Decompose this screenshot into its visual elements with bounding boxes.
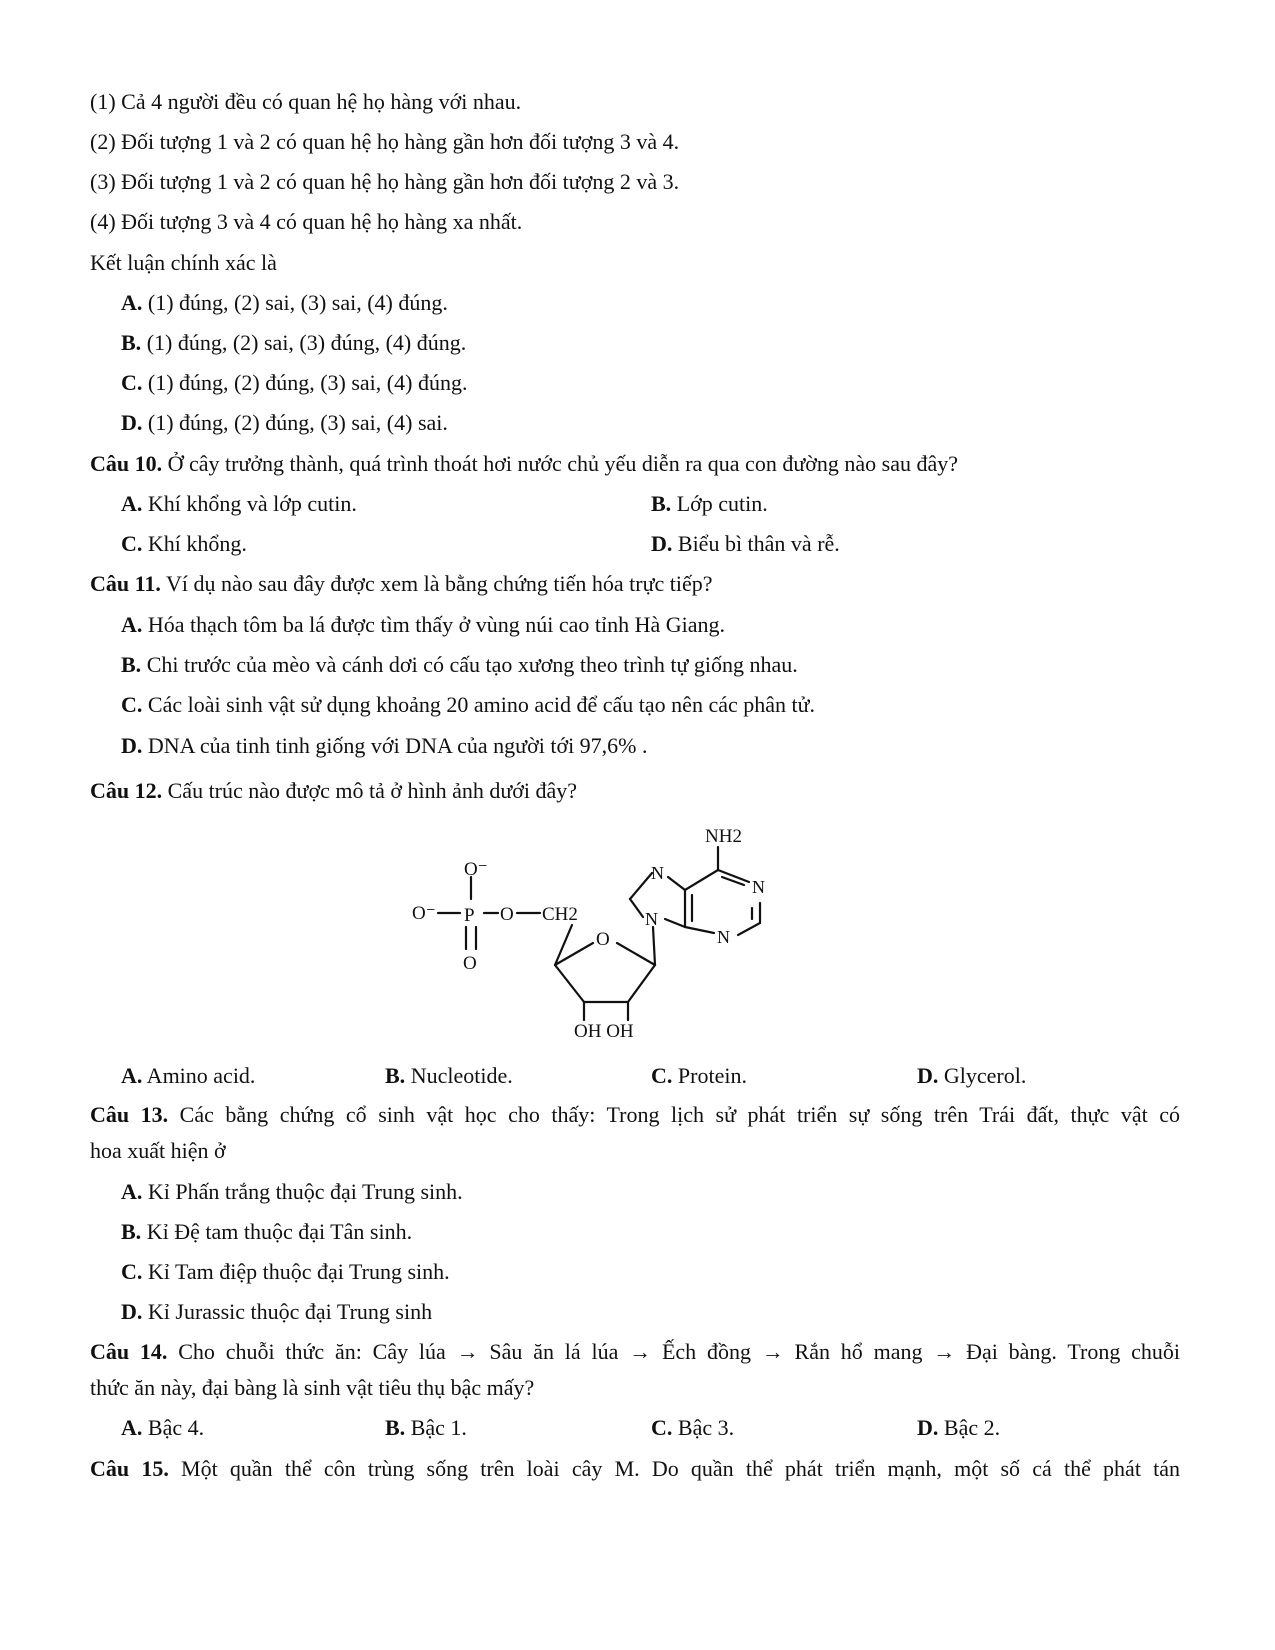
option-text: Bậc 2. xyxy=(938,1415,1001,1440)
q10-option-d xyxy=(651,530,840,558)
option-text: Kỉ Đệ tam thuộc đại Tân sinh. xyxy=(141,1219,413,1244)
ch2-label: CH2 xyxy=(542,904,578,925)
option-letter: A. xyxy=(121,290,143,315)
option-text: Amino acid. xyxy=(142,1063,256,1088)
option-text: (1) đúng, (2) sai, (3) sai, (4) đúng. xyxy=(142,290,448,315)
question-text: Các bằng chứng cổ sinh vật học cho thấy: Trong lịch sử phát triển sự sống trên Trái đất, thực vật có xyxy=(168,1102,1181,1127)
oh-labels: OH OH xyxy=(574,1021,634,1042)
q13-question-line2: hoa xuất hiện ở xyxy=(90,1138,226,1163)
option-letter: C. xyxy=(651,1415,673,1440)
q10-option-c xyxy=(121,530,247,558)
option-text: Khí khổng và lớp cutin. xyxy=(142,491,357,516)
q10-option-b xyxy=(651,490,768,518)
q14-question-line1 xyxy=(90,1338,1180,1366)
q12-option-d xyxy=(917,1062,1026,1090)
option-text: Lớp cutin. xyxy=(671,491,768,516)
question-label: Câu 11. xyxy=(90,571,161,596)
option-text: Các loài sinh vật sử dụng khoảng 20 amino acid để cấu tạo nên các phân tử. xyxy=(142,692,816,717)
option-text: Protein. xyxy=(672,1063,747,1088)
q9-option-a xyxy=(121,289,448,317)
option-letter: C. xyxy=(651,1063,673,1088)
option-text: Kỉ Jurassic thuộc đại Trung sinh xyxy=(142,1299,433,1324)
q12-option-b xyxy=(385,1062,513,1090)
option-letter: C. xyxy=(121,370,143,395)
option-text: Bậc 3. xyxy=(672,1415,735,1440)
nucleotide-structure-figure xyxy=(400,815,800,1050)
nitrogen-9-label: N xyxy=(645,909,658,929)
statement-2: (2) Đối tượng 1 và 2 có quan hệ họ hàng gần hơn đối tượng 3 và 4. xyxy=(90,129,680,154)
option-text: Kỉ Phấn trắng thuộc đại Trung sinh. xyxy=(142,1179,463,1204)
option-text: Bậc 1. xyxy=(405,1415,467,1440)
q11-option-c xyxy=(121,691,815,719)
q10-option-a xyxy=(121,490,357,518)
q10-question xyxy=(90,450,958,478)
option-text: (1) đúng, (2) sai, (3) đúng, (4) đúng. xyxy=(141,330,467,355)
option-letter: D. xyxy=(121,733,143,758)
option-text: Biểu bì thân và rễ. xyxy=(672,531,840,556)
q13-option-b xyxy=(121,1218,412,1246)
option-letter: C. xyxy=(121,1259,143,1284)
question-label: Câu 14. xyxy=(90,1339,168,1364)
statement-4: (4) Đối tượng 3 và 4 có quan hệ họ hàng xa nhất. xyxy=(90,209,523,234)
option-text: Hóa thạch tôm ba lá được tìm thấy ở vùng núi cao tỉnh Hà Giang. xyxy=(142,612,726,637)
bridge-oxygen-label: O xyxy=(500,904,514,925)
q14-option-c xyxy=(651,1414,734,1442)
option-text: Khí khổng. xyxy=(142,531,247,556)
q11-option-a xyxy=(121,611,725,639)
option-letter: B. xyxy=(385,1063,406,1088)
option-letter: B. xyxy=(651,491,672,516)
phosphorus-label: P xyxy=(464,905,475,926)
q11-option-d xyxy=(121,732,648,760)
nitrogen-1-label: N xyxy=(752,877,765,897)
option-letter: C. xyxy=(121,692,143,717)
q13-option-c xyxy=(121,1258,450,1286)
q9-prompt: Kết luận chính xác là xyxy=(90,250,277,275)
question-text: Ví dụ nào sau đây được xem là bằng chứng tiến hóa trực tiếp? xyxy=(160,571,713,596)
option-letter: A. xyxy=(121,1179,143,1204)
question-text: Cấu trúc nào được mô tả ở hình ảnh dưới đây? xyxy=(162,778,578,803)
option-letter: D. xyxy=(917,1063,939,1088)
option-letter: B. xyxy=(385,1415,406,1440)
option-text: Nucleotide. xyxy=(405,1063,513,1088)
nh2-label: NH2 xyxy=(705,826,742,847)
option-letter: D. xyxy=(121,410,143,435)
question-label: Câu 13. xyxy=(90,1102,169,1127)
option-letter: C. xyxy=(121,531,143,556)
q11-question xyxy=(90,570,713,598)
q13-option-a xyxy=(121,1178,463,1206)
statement-1: (1) Cả 4 người đều có quan hệ họ hàng với nhau. xyxy=(90,89,522,114)
option-text: Kỉ Tam điệp thuộc đại Trung sinh. xyxy=(142,1259,450,1284)
q12-option-c xyxy=(651,1062,747,1090)
option-letter: A. xyxy=(121,1415,143,1440)
question-text: Một quần thể côn trùng sống trên loài cây M. Do quần thể phát triển mạnh, một số cá thể phát tán xyxy=(168,1456,1180,1481)
q14-option-d xyxy=(917,1414,1000,1442)
option-text: DNA của tinh tinh giống với DNA của người tới 97,6% . xyxy=(142,733,648,758)
q12-question xyxy=(90,777,577,805)
q9-option-d xyxy=(121,409,448,437)
option-text: Chi trước của mèo và cánh dơi có cấu tạo xương theo trình tự giống nhau. xyxy=(141,652,798,677)
option-letter: A. xyxy=(121,491,143,516)
option-letter: B. xyxy=(121,1219,142,1244)
option-letter: A. xyxy=(121,1063,143,1088)
phosphate-o-left-label: O⁻ xyxy=(412,903,436,924)
nitrogen-7-label: N xyxy=(651,863,664,883)
option-letter: D. xyxy=(121,1299,143,1324)
question-label: Câu 15. xyxy=(90,1456,169,1481)
q12-option-a xyxy=(121,1062,255,1090)
option-text: (1) đúng, (2) đúng, (3) sai, (4) đúng. xyxy=(142,370,468,395)
q14-question-line2: thức ăn này, đại bàng là sinh vật tiêu thụ bậc mấy? xyxy=(90,1375,535,1400)
statement-3: (3) Đối tượng 1 và 2 có quan hệ họ hàng gần hơn đối tượng 2 và 3. xyxy=(90,169,680,194)
question-text: Cho chuỗi thức ăn: Cây lúa → Sâu ăn lá lúa → Ếch đồng → Rắn hổ mang → Đại bàng. Trong chuỗi xyxy=(167,1339,1180,1364)
option-letter: B. xyxy=(121,652,142,677)
option-text: Glycerol. xyxy=(938,1063,1027,1088)
q14-option-a xyxy=(121,1414,204,1442)
nitrogen-3-label: N xyxy=(717,927,730,947)
q9-option-c xyxy=(121,369,467,397)
option-letter: A. xyxy=(121,612,143,637)
phosphate-o-top-label: O⁻ xyxy=(464,859,488,880)
option-letter: B. xyxy=(121,330,142,355)
option-letter: D. xyxy=(917,1415,939,1440)
option-letter: D. xyxy=(651,531,673,556)
q13-question-line1 xyxy=(90,1101,1180,1129)
question-label: Câu 12. xyxy=(90,778,163,803)
question-text: Ở cây trưởng thành, quá trình thoát hơi nước chủ yếu diễn ra qua con đường nào sau đây? xyxy=(162,451,958,476)
ring-oxygen-label: O xyxy=(596,929,610,950)
question-label: Câu 10. xyxy=(90,451,163,476)
q14-option-b xyxy=(385,1414,467,1442)
q13-option-d xyxy=(121,1298,432,1326)
q9-option-b xyxy=(121,329,466,357)
q11-option-b xyxy=(121,651,798,679)
q15-question-line1 xyxy=(90,1455,1180,1483)
option-text: Bậc 4. xyxy=(142,1415,205,1440)
option-text: (1) đúng, (2) đúng, (3) sai, (4) sai. xyxy=(142,410,448,435)
phosphate-o-bottom-label: O xyxy=(463,953,477,974)
